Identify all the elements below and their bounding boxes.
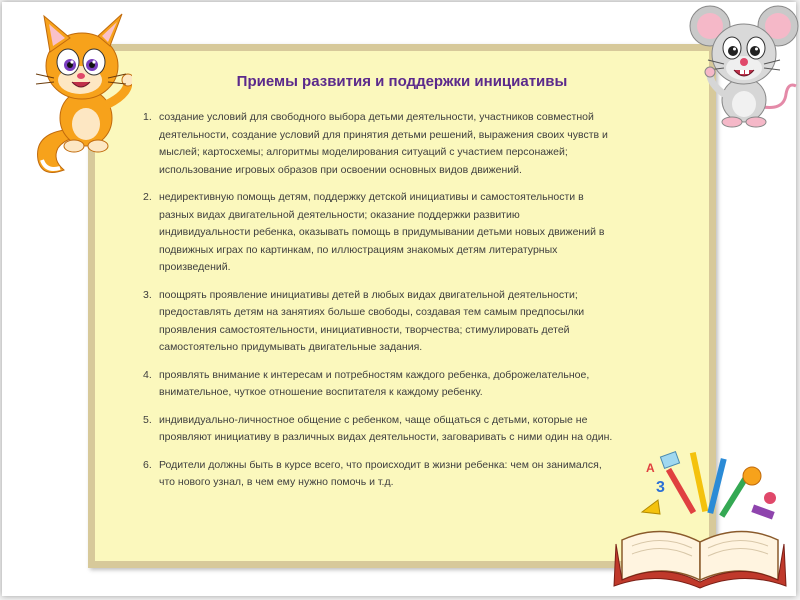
list-item bbox=[143, 457, 613, 492]
slide bbox=[2, 2, 796, 596]
item-text: индивидуально-личностное общение с ребенком, чаще общаться с детьми, которые не проявляют инициативу в различных видах деятельности, заговаривать с ними один на один. bbox=[159, 413, 613, 443]
cartoon-mouse-icon bbox=[688, 2, 800, 132]
list-item bbox=[143, 189, 613, 277]
item-text: проявлять внимание к интересам и потребностям каждого ребенка, доброжелательное, внимательное, чуткое отношение воспитателя к каждому ребенку. bbox=[159, 368, 590, 398]
item-text: недирективную помощь детям, поддержку детской инициативы и самостоятельности в разных видах двигательной деятельности; оказание поддержки развитию индивидуальности ребенка, оказывать помощь в придумывании детьми новых движений в подвижных играх по картинкам, по иллюстрациям знакомых детям литературных произведений. bbox=[159, 191, 605, 273]
technique-list bbox=[143, 109, 613, 502]
svg-text:3: 3 bbox=[656, 479, 665, 496]
item-number: 4. bbox=[143, 368, 152, 381]
item-number: 5. bbox=[143, 413, 152, 426]
cartoon-cat-icon bbox=[24, 10, 132, 180]
list-item bbox=[143, 367, 613, 402]
list-item bbox=[143, 109, 613, 179]
item-text: поощрять проявление инициативы детей в любых видах двигательной деятельности; предоставлять детям на занятиях больше свободы, создавая тем самым предпосылки проявления самостоятельности, инициативности, творчества; стимулировать детей самостоятельно придумывать двигательные задания. bbox=[159, 288, 585, 353]
item-text: Родители должны быть в курсе всего, что происходит в жизни ребенка: чем он занимался, что нового узнал, в чем ему нужно помочь и т.д. bbox=[159, 458, 602, 488]
item-number: 3. bbox=[143, 288, 152, 301]
item-number: 6. bbox=[143, 458, 152, 471]
item-text: создание условий для свободного выбора детьми деятельности, участников совместной деятельности, создание условий для принятия детьми решений, выражения своих чувств и мыслей; картосхемы; алгоритмы моделирования ситуаций с участием персонажей; использование игровых образов при освоении основных видов движений. bbox=[159, 111, 608, 176]
item-number: 2. bbox=[143, 191, 152, 203]
svg-text:A: A bbox=[646, 461, 655, 475]
list-item bbox=[143, 412, 613, 447]
slide-title: Приемы развития и поддержки инициативы bbox=[236, 73, 568, 90]
item-number: 1. bbox=[143, 111, 152, 123]
list-item bbox=[143, 287, 613, 357]
open-book-school-supplies-icon bbox=[602, 430, 798, 590]
